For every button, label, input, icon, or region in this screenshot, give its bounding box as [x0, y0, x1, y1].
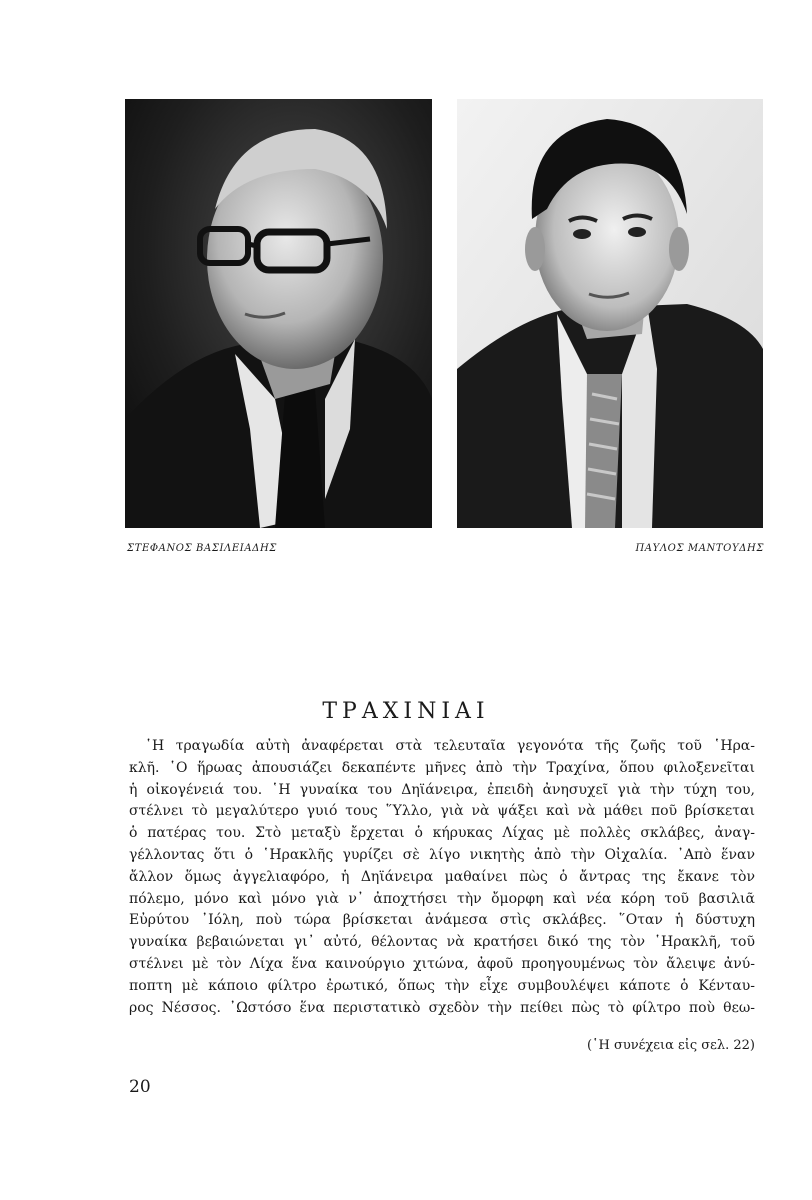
body-line: γυναίκα βεβαιώνεται γι᾿ αὐτό, θέλοντας νὰ κρατήσει δικό της τὸν ῾Ηρακλῆ, τοῦ — [129, 934, 755, 951]
page-number: 20 — [129, 1077, 151, 1097]
body-line: ῾Η τραγωδία αὐτὴ ἀναφέρεται στὰ τελευταῖα γεγονότα τῆς ζωῆς τοῦ ῾Ηρα- — [145, 738, 755, 754]
article-body — [129, 736, 755, 1019]
portrait-illustration — [457, 99, 763, 528]
continuation-note: (῾Η συνέχεια εἰς σελ. 22) — [586, 1038, 755, 1053]
body-line: ποπτη μὲ κάποιο φίλτρο ἐρωτικό, ὅπως τὴν εἶχε συμβουλέψει κάποτε ὁ Κένταυ- — [129, 977, 755, 994]
portrait-photo-mantoudis — [457, 99, 763, 528]
body-line: ρος Νέσσος. ᾿Ωστόσο ἕνα περιστατικὸ σχεδὸν τὴν πείθει πὼς τὸ φίλτρο ποὺ θεω- — [129, 999, 755, 1016]
body-line: στέλνει μὲ τὸν Λίχα ἕνα καινούργιο χιτώνα, ἀφοῦ προηγουμένως τὸν ἄλειψε ἀνύ- — [129, 955, 755, 972]
body-line: Εὐρύτου ᾿Ιόλη, ποὺ τώρα βρίσκεται ἀνάμεσα στὶς σκλάβες. ῞Οταν ἡ δύστυχη — [129, 912, 755, 929]
portrait-photo-vasileiadis — [125, 99, 432, 528]
body-line: ἄλλον ὅμως ἀγγελιαφόρο, ἡ Δηϊάνειρα μαθαίνει πὼς ὁ ἄντρας της ἔκανε τὸν — [129, 868, 755, 885]
body-line: ὁ πατέρας του. Στὸ μεταξὺ ἔρχεται ὁ κήρυκας Λίχας μὲ πολλὲς σκλάβες, ἀναγ- — [129, 825, 755, 842]
body-line: πόλεμο, μόνο καὶ μόνο γιὰ ν᾿ ἀποχτήσει τὴν ὄμορφη καὶ νέα κόρη τοῦ βασιλιᾶ — [129, 890, 755, 907]
body-line: στέλνει τὸ μεγαλύτερο γυιό τους ῞Υλλο, γιὰ νὰ ψάξει καὶ νὰ μάθει ποῦ βρίσκεται — [129, 803, 755, 820]
body-line: γέλλοντας ὅτι ὁ ῾Ηρακλῆς γυρίζει σὲ λίγο νικητὴς ἀπὸ τὴν Οἰχαλία. ᾿Απὸ ἕναν — [129, 846, 755, 863]
photo-caption-right: ΠΑΥΛΟΣ ΜΑΝΤΟΥΔΗΣ — [635, 543, 764, 554]
photo-caption-left: ΣΤΕΦΑΝΟΣ ΒΑΣΙΛΕΙΑΔΗΣ — [127, 543, 277, 554]
body-line: ἡ οἰκογένειά του. ῾Η γυναίκα του Δηϊάνειρα, ἐπειδὴ ἀνησυχεῖ γιὰ τὴν τύχη του, — [129, 781, 755, 798]
body-line: κλῆ. ῾Ο ἥρωας ἀπουσιάζει δεκαπέντε μῆνες ἀπὸ τὴν Τραχίνα, ὅπου φιλοξενεῖται — [129, 759, 755, 776]
article-title: ΤΡΑΧΙΝΙΑΙ — [322, 698, 490, 724]
portrait-illustration — [125, 99, 432, 528]
